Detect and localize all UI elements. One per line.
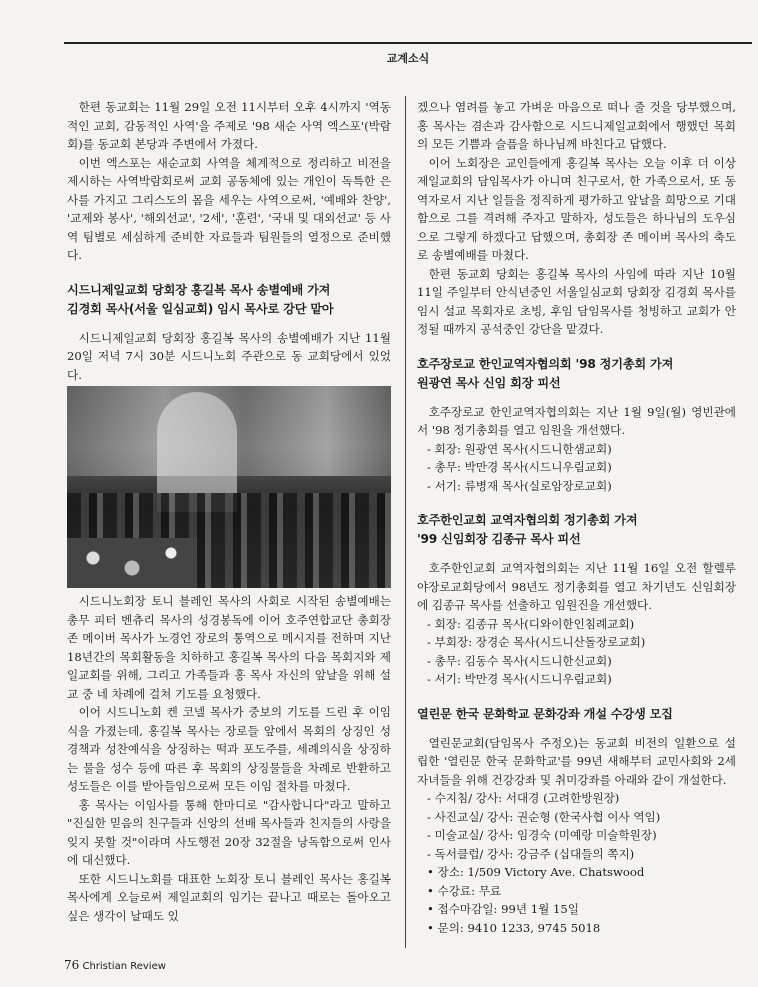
article-heading-3-line-2: '99 신임회장 김종규 목사 피선 [417,532,581,546]
article-1-paragraph-4: 홍 목사는 이임사를 통해 한마디로 "감사합니다"라고 말하고 "진실한 믿음의 친구들과 신앙의 선배 목사들과 친지들의 사랑을 잊지 못할 것"이라며 사도행전 20장 32절을 낭독함으로써 인사에 대신했다. [67,797,391,867]
list-item: - 사진교실/ 강사: 권순형 (한국사협 이사 역임) [427,809,661,824]
article-2-paragraph-1: 호주장로교 한인교역자협의회는 지난 1월 9일(월) 영빈관에서 '98 정기총회를 열고 임원을 개선했다. [417,404,736,437]
list-item: - 회장: 김종규 목사(디와이한인침례교회) [427,616,635,631]
article-2-officer-list [417,440,736,496]
article-3-paragraph-1: 호주한인교회 교역자협의회는 지난 11월 16일 오전 할렐루야장로교회당에서 98년도 정기총회를 열고 차기년도 신임회장에 김종규 목사를 선출하고 임원진을 개선했다. [417,561,736,612]
continued-paragraph-3: 한편 동교회 당회는 홍길복 목사의 사임에 따라 지난 10월 11일 주일부터 안식년중인 서울일심교회 당회장 김경회 목사를 임시 설교 목회자로 초빙, 후임 담임목사를 청빙하고 교회가 안정될 때까지 공석중인 강단을 맡겼다. [417,266,736,336]
list-item: - 회장: 원광연 목사(시드니한샘교회) [427,441,612,456]
continued-paragraph-1: 겠으나 염려를 놓고 가벼운 마음으로 떠나 줄 것을 당부했으며, 홍 목사는 겸손과 감사함으로 시드니제일교회에서 행했던 목회의 모든 기쁨과 슬픔을 하나님께 바친다고 답했다. [417,100,736,151]
list-item: - 부회장: 장경순 목사(시드니산돌장로교회) [427,635,646,649]
list-item: - 총무: 김동수 목사(시드니한신교회) [427,653,612,668]
intro-paragraph-2: 이번 엑스포는 새순교회 사역을 체계적으로 정리하고 비전을 제시하는 사역박람회로써 교회 공동체에 있는 개인이 독특한 은사를 가지고 그리스도의 몸을 세우는 사역으로써, '예배와 찬양', '교제와 봉사', '해외선교', '2세', '훈련', '국내 및 대외선교' 등 사역 팀별로 세심하게 준비한 자료들과 팀원들의 열정으로 준비했다. [67,155,391,262]
article-4-paragraph-1: 열린문교회(담임목사 주정오)는 동교회 비전의 일환으로 설립한 '열린문 한국 문화학교'를 99년 새해부터 교민사회와 2세 자녀들을 위해 건강강좌 및 취미강좌를 아래와 같이 개설한다. [417,735,736,787]
article-1-paragraph-1: 시드니제일교회 당회장 홍길복 목사의 송별예배가 지난 11월 20일 저녁 7시 30분 시드니노회 주관으로 동 교회당에서 있었다. [67,330,391,382]
section-title: 교계소식 [386,52,430,65]
list-item: - 수지침/ 강사: 서대경 (고려한방원장) [427,791,620,805]
article-1-paragraph-3: 이어 시드니노회 켄 코넬 목사가 중보의 기도를 드린 후 이임식을 가졌는데, 홍길복 목사는 장로들 앞에서 목회의 상징인 성경책과 성찬예식을 상징하는 떡과 포도주를, 세례의식을 상징하는 물을 성수 등에 따른 후 목회의 상징물들을 차례로 반환하고 성도들은 이를 받아들임으로써 모든 이임 절차를 마쳤다. [67,705,391,793]
page-footer [64,958,166,972]
farewell-service-photo [67,386,391,588]
list-item: • 수강료: 무료 [427,883,502,898]
continued-paragraph-2: 이어 노회장은 교인들에게 홍길복 목사는 오늘 이후 더 이상 제일교회의 담임목사가 아니며 친구로서, 한 가족으로서, 또 동역자로서 지난 일들을 정직하게 평가하고 앞날을 희망으로 기대함으로 그를 격려해 주자고 말하자, 성도들은 하나님의 도우심으로 그렇게 하겠다고 답했으며, 총회장 존 메이버 목사의 축도로 송별예배를 마쳤다. [417,155,736,262]
article-heading-2-line-1: 호주장로교 한인교역자협의회 '98 정기총회 가져 [417,356,674,371]
list-item: • 문의: 9410 1233, 9745 5018 [427,920,601,935]
article-3-officer-list [417,615,736,689]
article-1-paragraph-5: 또한 시드니노회를 대표한 노회장 토니 블레인 목사는 홍길복 목사에게 오늘로써 제일교회의 임기는 끝나고 때로는 돌아오고 싶은 생각이 날때도 있 [67,871,391,923]
intro-paragraph-1: 한편 동교회는 11월 29일 오전 11시부터 오후 4시까지 '역동적인 교회, 감동적인 사역'을 주제로 '98 새순 사역 엑스포'(박람회)를 동교회 본당과 주변에서 가졌다. [67,100,391,151]
article-4-course-list [417,789,736,937]
magazine-name: Christian Review [82,961,166,972]
column-divider [405,96,406,948]
left-column [67,98,391,925]
list-item: - 서기: 박만경 목사(시드니우림교회) [427,672,612,686]
article-heading-3-line-1: 호주한인교회 교역자협의회 정기총회 가져 [417,513,638,527]
article-heading-1-line-2: 김경회 목사(서울 일심교회) 임시 목사로 강단 맡아 [67,301,334,316]
list-item: - 미술교실/ 강사: 임경숙 (미예랑 미술학원장) [427,828,657,842]
article-heading-4: 열린문 한국 문화학교 문화강좌 개설 수강생 모집 [417,706,673,721]
page-header [64,42,752,66]
article-heading-2-line-2: 원광연 목사 신임 회장 피선 [417,375,561,390]
article-1-paragraph-2: 시드니노회장 토니 블레인 목사의 사회로 시작된 송별예배는 총무 피터 벤츄리 목사의 성경봉독에 이어 호주연합교단 총회장 존 메이버 목사가 노경언 장로의 통역으로 메시지를 전하며 지난 18년간의 목회활동을 치하하고 홍길복 목사의 다음 목회지와 제일교회를 위해, 그리고 가족들과 홍 목사 자신의 앞날을 위해 설교 중 네 차례에 걸쳐 기도를 요청했다. [67,594,391,701]
list-item: - 독서클럽/ 강사: 강금주 (십대들의 쪽지) [427,846,635,861]
list-item: - 서기: 류병재 목사(실로암장로교회) [427,478,612,493]
page-number: 76 [64,958,80,972]
list-item: - 총무: 박만경 목사(시드니우림교회) [427,460,612,474]
list-item: • 접수마감일: 99년 1월 15일 [427,902,579,916]
article-heading-1-line-1: 시드니제일교회 당회장 홍길복 목사 송별예배 가져 [67,282,331,297]
right-column [417,98,736,937]
list-item: • 장소: 1/509 Victory Ave. Chatswood [427,865,645,879]
